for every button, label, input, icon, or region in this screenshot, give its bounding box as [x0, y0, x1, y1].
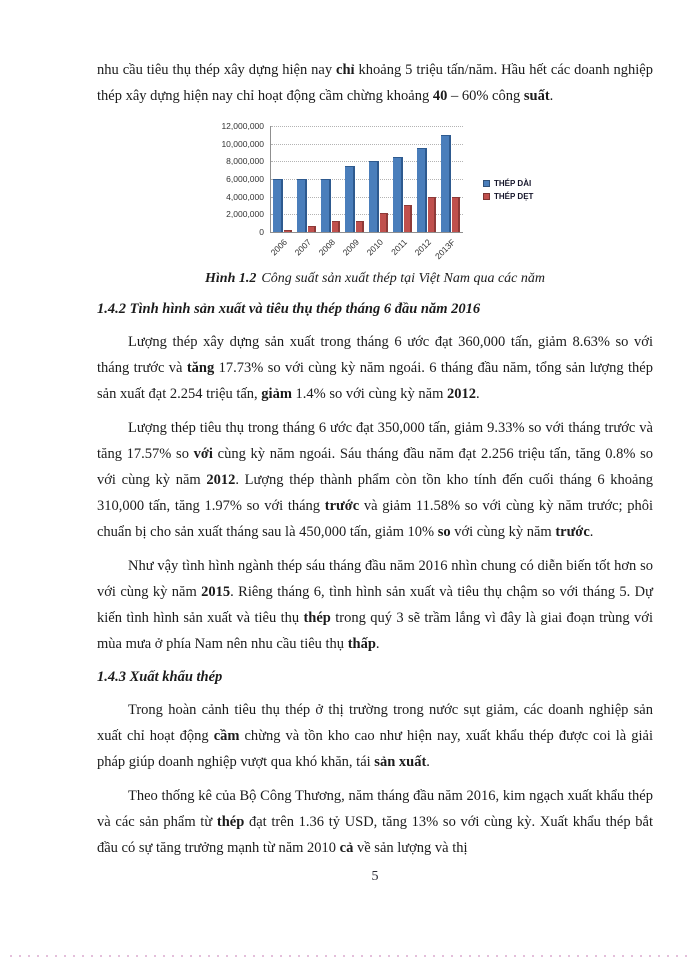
body-paragraph: Theo thống kê của Bộ Công Thương, năm tháng đầu năm 2016, kim ngạch xuất khẩu thép và các sản phẩm từ thép đạt trên 1.36 tỷ USD, tăng 13% so với cùng kỳ. Xuất khẩu thép bắt đầu có sự tăng trưởng mạnh từ năm 2010 cả về sản lượng và thị — [97, 788, 653, 856]
y-tick-label: 6,000,000 — [226, 174, 264, 184]
bar-thep-det-2013F — [452, 197, 460, 232]
x-tick-label: 2011 — [389, 237, 410, 257]
section-heading-143: 1.4.3 Xuất khẩu thép — [97, 669, 223, 685]
x-tick-label: 2013F — [432, 237, 458, 262]
x-tick-label: 2006 — [268, 237, 290, 258]
bar-thep-dai-2006 — [273, 179, 283, 232]
intro-paragraph: nhu cầu tiêu thụ thép xây dựng hiện nay chỉ khoảng 5 triệu tấn/năm. Hầu hết các doanh nghiệp thép xây dựng hiện nay chỉ hoạt động cầm chừng khoảng 40 – 60% công suất. — [97, 62, 653, 104]
figure-1-2-chart — [195, 117, 540, 265]
bar-thep-det-2007 — [308, 226, 316, 232]
y-tick-label: 10,000,000 — [221, 138, 264, 149]
bar-thep-dai-2013F — [441, 135, 451, 232]
chart-x-axis — [270, 237, 462, 265]
figure-caption-text: Công suất sản xuất thép tại Việt Nam qua các năm — [261, 271, 545, 286]
bar-thep-dai-2011 — [393, 157, 403, 232]
legend-label: THÉP DẸT — [494, 192, 534, 201]
legend-item — [483, 192, 533, 201]
y-tick-label: 8,000,000 — [226, 156, 264, 167]
bar-thep-det-2011 — [404, 205, 412, 232]
page-number: 5 — [371, 869, 379, 884]
bar-thep-dai-2012 — [417, 148, 427, 232]
bar-thep-dai-2007 — [297, 179, 307, 232]
page-bottom-dotted-line — [10, 955, 690, 957]
x-tick-label: 2009 — [340, 237, 362, 258]
bar-thep-dai-2009 — [345, 166, 355, 232]
figure-caption-label: Hình 1.2 — [205, 271, 257, 286]
legend-marker-thep-det — [483, 193, 490, 200]
x-tick-label: 2010 — [364, 237, 386, 258]
bar-thep-dai-2010 — [369, 161, 379, 232]
page-content — [97, 57, 653, 885]
x-tick-label: 2008 — [316, 237, 338, 258]
x-tick-label: 2007 — [292, 237, 314, 258]
legend-label: THÉP DÀI — [494, 179, 532, 188]
chart-plot — [270, 126, 463, 233]
y-tick-label: 4,000,000 — [226, 191, 264, 202]
body-paragraph: Trong hoàn cảnh tiêu thụ thép ở thị trường trong nước sụt giảm, các doanh nghiệp sản xuất chỉ hoạt động cầm chừng và tồn kho cao như hiện nay, xuất khẩu thép được coi là giải pháp giúp doanh nghiệp vượt qua khó khăn, tái sản xuất. — [97, 702, 653, 770]
section-heading-142: 1.4.2 Tình hình sản xuất và tiêu thụ thép tháng 6 đầu năm 2016 — [97, 301, 481, 317]
bar-thep-dai-2008 — [321, 179, 331, 232]
bar-thep-det-2009 — [356, 221, 364, 232]
y-tick-label: 2,000,000 — [226, 209, 264, 220]
y-tick-label: 12,000,000 — [221, 121, 264, 131]
figure-caption — [97, 269, 653, 289]
body-paragraph: Như vậy tình hình ngành thép sáu tháng đầu năm 2016 nhìn chung có diễn biến tốt hơn so với cùng kỳ năm 2015. Riêng tháng 6, tình hình sản xuất và tiêu thụ chậm so với tháng 5. Dự kiến tình hình sản xuất và tiêu thụ thép trong quý 3 sẽ trầm lắng vì đây là giai đoạn trùng với mùa mưa ở phía Nam nên nhu cầu tiêu thụ thấp. — [97, 558, 653, 652]
body-paragraph: Lượng thép tiêu thụ trong tháng 6 ước đạt 350,000 tấn, giảm 9.33% so với tháng trước và tăng 17.57% so với cùng kỳ năm ngoái. Sáu tháng đầu năm đạt 2.256 triệu tấn, tăng 0.8% so với cùng kỳ năm 2012. Lượng thép thành phẩm còn tồn kho tính đến cuối tháng 6 khoảng 310,000 tấn, tăng 1.97% so với tháng trước và giảm 11.58% so với cùng kỳ năm trước; phôi chuẩn bị cho sản xuất tháng sau là 450,000 tấn, giảm 10% so với cùng kỳ năm trước. — [97, 420, 654, 540]
bar-thep-det-2010 — [380, 213, 388, 232]
y-tick-label: 0 — [259, 227, 264, 237]
x-tick-label: 2012 — [412, 237, 434, 258]
body-paragraph: Lượng thép xây dựng sản xuất trong tháng 6 ước đạt 360,000 tấn, giảm 8.63% so với tháng trước và tăng 17.73% so với cùng kỳ năm ngoái. 6 tháng đầu năm, tổng sản lượng thép sản xuất đạt 2.254 triệu tấn, giảm 1.4% so với cùng kỳ năm 2012. — [97, 334, 653, 402]
bar-thep-det-2006 — [284, 230, 292, 232]
chart-legend — [483, 179, 533, 205]
chart-y-axis — [195, 121, 266, 237]
legend-marker-thep-dai — [483, 180, 490, 187]
gridline — [271, 161, 463, 162]
gridline — [271, 144, 463, 145]
bar-thep-det-2008 — [332, 221, 340, 232]
gridline — [271, 126, 463, 127]
bar-thep-det-2012 — [428, 197, 436, 232]
legend-item — [483, 179, 533, 188]
